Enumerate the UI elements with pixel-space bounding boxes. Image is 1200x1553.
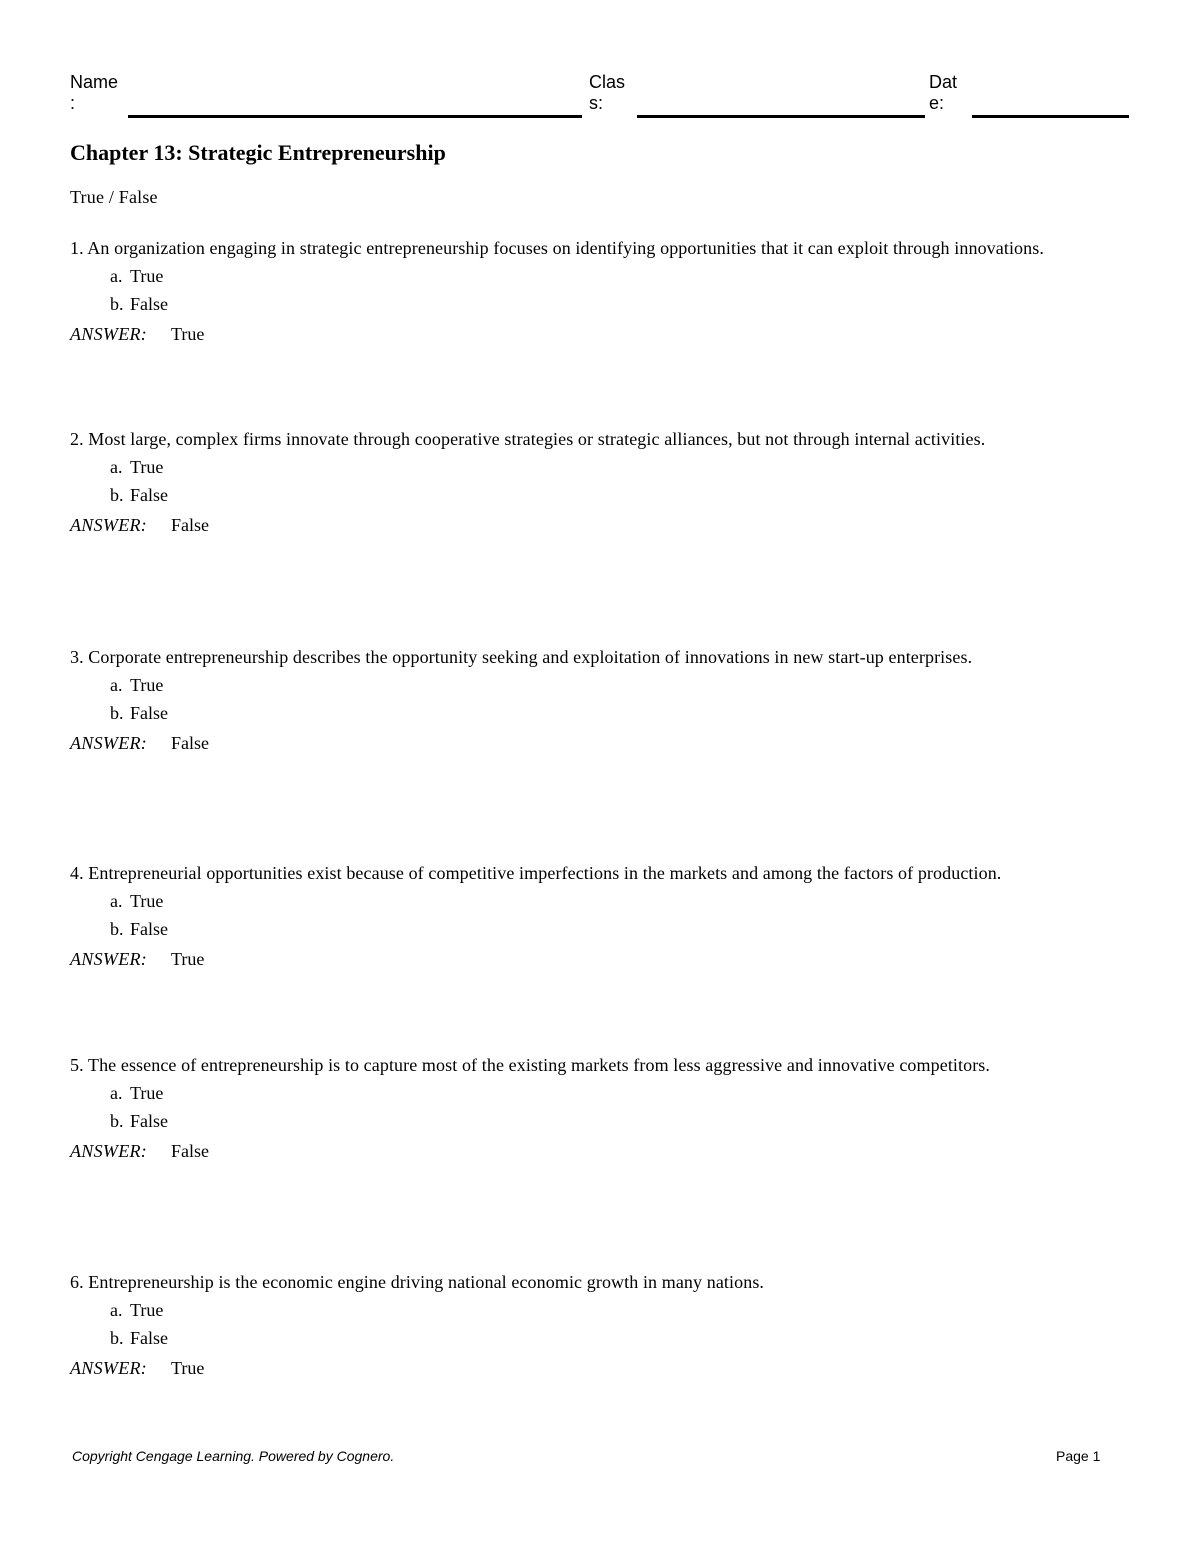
question-4	[70, 861, 1130, 972]
name-field-line[interactable]	[128, 115, 582, 118]
class-field-line[interactable]	[637, 115, 925, 118]
name-label: Name :	[70, 72, 119, 113]
answer-label: ANSWER:	[70, 515, 148, 535]
choice-a[interactable]	[110, 263, 174, 289]
choice-text: True	[130, 675, 164, 695]
question-text: 3. Corporate entrepreneurship describes the opportunity seeking and exploitation of innovations in new start-up enterprises.	[70, 647, 973, 667]
choice-letter: b.	[110, 1111, 124, 1131]
choice-letter: b.	[110, 1328, 124, 1348]
choice-b[interactable]	[110, 482, 174, 508]
question-1	[70, 236, 1130, 347]
answer-value: True	[171, 324, 205, 344]
choice-letter: b.	[110, 703, 124, 723]
question-text: 2. Most large, complex firms innovate through cooperative strategies or strategic alliances, but not through internal activities.	[70, 429, 986, 449]
answer-label: ANSWER:	[70, 733, 148, 753]
question-text: 1. An organization engaging in strategic entrepreneurship focuses on identifying opportunities that it can exploit through innovations.	[70, 238, 1044, 258]
choice-text: False	[130, 485, 168, 505]
choice-a[interactable]	[110, 888, 174, 914]
choice-text: True	[130, 1083, 164, 1103]
chapter-title: Chapter 13: Strategic Entrepreneurship	[70, 140, 446, 165]
answer-label: ANSWER:	[70, 324, 148, 344]
answer-label: ANSWER:	[70, 1141, 148, 1161]
question-2	[70, 427, 1130, 538]
question-text: 4. Entrepreneurial opportunities exist because of competitive imperfections in the markets and among the factors of production.	[70, 863, 1002, 883]
answer-value: False	[171, 515, 209, 535]
choice-text: True	[130, 266, 164, 286]
question-3	[70, 645, 1130, 756]
answer-value: False	[171, 1141, 209, 1161]
choice-b[interactable]	[110, 1325, 174, 1351]
answer-row	[70, 730, 1130, 756]
answer-row	[70, 512, 1130, 538]
answer-row	[70, 1138, 1130, 1164]
choice-b[interactable]	[110, 916, 174, 942]
answer-value: True	[171, 1358, 205, 1378]
section-title: True / False	[70, 187, 158, 207]
choice-a[interactable]	[110, 672, 174, 698]
choice-text: True	[130, 891, 164, 911]
choice-a[interactable]	[110, 1080, 174, 1106]
question-6	[70, 1270, 1130, 1381]
answer-row	[70, 946, 1130, 972]
choice-letter: a.	[110, 891, 123, 911]
choice-b[interactable]	[110, 1108, 174, 1134]
choice-letter: a.	[110, 1300, 123, 1320]
choice-text: True	[130, 1300, 164, 1320]
answer-row	[70, 321, 1130, 347]
choice-text: False	[130, 1111, 168, 1131]
date-label: Dat e:	[929, 72, 958, 113]
choice-a[interactable]	[110, 454, 174, 480]
date-field-line[interactable]	[972, 115, 1129, 118]
choice-b[interactable]	[110, 700, 174, 726]
choice-letter: a.	[110, 266, 123, 286]
answer-row	[70, 1355, 1130, 1381]
choice-letter: b.	[110, 485, 124, 505]
footer-page-number: Page 1	[1056, 1448, 1101, 1464]
class-label: Clas s:	[589, 72, 626, 113]
choice-b[interactable]	[110, 291, 174, 317]
answer-label: ANSWER:	[70, 949, 148, 969]
choice-letter: b.	[110, 294, 124, 314]
footer-copyright: Copyright Cengage Learning. Powered by Cognero.	[72, 1448, 395, 1464]
choice-letter: a.	[110, 675, 123, 695]
choice-text: False	[130, 919, 168, 939]
question-5	[70, 1053, 1130, 1164]
question-text: 5. The essence of entrepreneurship is to capture most of the existing markets from less aggressive and innovative competitors.	[70, 1055, 991, 1075]
question-text: 6. Entrepreneurship is the economic engine driving national economic growth in many nations.	[70, 1272, 765, 1292]
choice-letter: a.	[110, 1083, 123, 1103]
choice-letter: a.	[110, 457, 123, 477]
choice-text: False	[130, 703, 168, 723]
answer-label: ANSWER:	[70, 1358, 148, 1378]
answer-value: True	[171, 949, 205, 969]
choice-letter: b.	[110, 919, 124, 939]
choice-text: False	[130, 294, 168, 314]
choice-text: True	[130, 457, 164, 477]
choice-a[interactable]	[110, 1297, 174, 1323]
answer-value: False	[171, 733, 209, 753]
choice-text: False	[130, 1328, 168, 1348]
